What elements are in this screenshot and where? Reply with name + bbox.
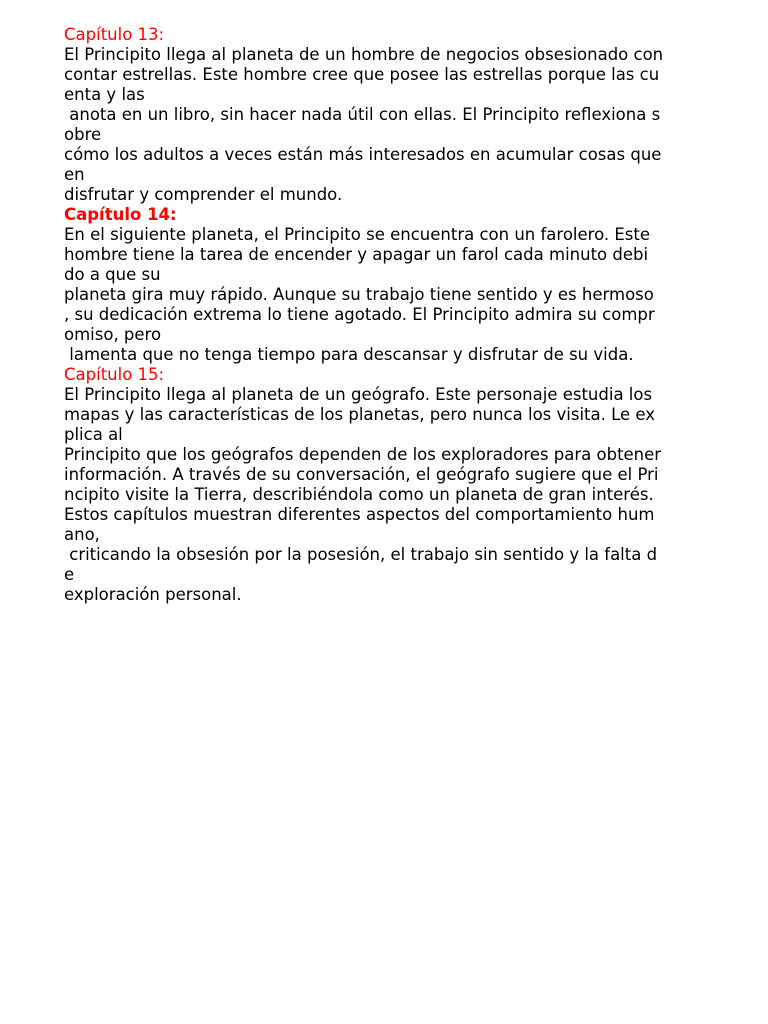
text-line: en: [64, 165, 85, 184]
section-chapter-14: [64, 205, 744, 365]
text-line: disfrutar y comprender el mundo.: [64, 185, 343, 204]
text-line: Estos capítulos muestran diferentes aspectos del comportamiento hum: [64, 505, 655, 524]
text-line: mapas y las características de los planetas, pero nunca los visita. Le ex: [64, 405, 656, 424]
text-line: información. A través de su conversación, el geógrafo sugiere que el Pri: [64, 465, 659, 484]
text-line: anota en un libro, sin hacer nada útil con ellas. El Principito reflexiona s: [64, 105, 661, 124]
chapter-heading: Capítulo 15:: [64, 365, 165, 384]
text-line: El Principito llega al planeta de un geógrafo. Este personaje estudia los: [64, 385, 653, 404]
text-line: lamenta que no tenga tiempo para descansar y disfrutar de su vida.: [64, 345, 634, 364]
document-page: [64, 25, 744, 605]
text-line: Principito que los geógrafos dependen de los exploradores para obtener: [64, 445, 662, 464]
text-line: ano,: [64, 525, 100, 544]
text-line: criticando la obsesión por la posesión, el trabajo sin sentido y la falta d: [64, 545, 658, 564]
text-line: obre: [64, 125, 102, 144]
section-chapter-15: [64, 365, 744, 605]
text-line: exploración personal.: [64, 585, 242, 604]
section-chapter-13: [64, 25, 744, 205]
text-line: planeta gira muy rápido. Aunque su trabajo tiene sentido y es hermoso: [64, 285, 654, 304]
text-line: cómo los adultos a veces están más interesados en acumular cosas que: [64, 145, 662, 164]
text-line: plica al: [64, 425, 123, 444]
text-line: enta y las: [64, 85, 145, 104]
text-line: El Principito llega al planeta de un hombre de negocios obsesionado con: [64, 45, 664, 64]
text-line: En el siguiente planeta, el Principito se encuentra con un farolero. Este: [64, 225, 651, 244]
chapter-heading: Capítulo 13:: [64, 25, 165, 44]
text-line: ncipito visite la Tierra, describiéndola como un planeta de gran interés.: [64, 485, 654, 504]
text-line: omiso, pero: [64, 325, 162, 344]
text-line: , su dedicación extrema lo tiene agotado. El Principito admira su compr: [64, 305, 655, 324]
text-line: do a que su: [64, 265, 161, 284]
text-line: contar estrellas. Este hombre cree que posee las estrellas porque las cu: [64, 65, 660, 84]
text-line: e: [64, 565, 75, 584]
text-line: hombre tiene la tarea de encender y apagar un farol cada minuto debi: [64, 245, 649, 264]
chapter-heading: Capítulo 14:: [64, 205, 177, 224]
